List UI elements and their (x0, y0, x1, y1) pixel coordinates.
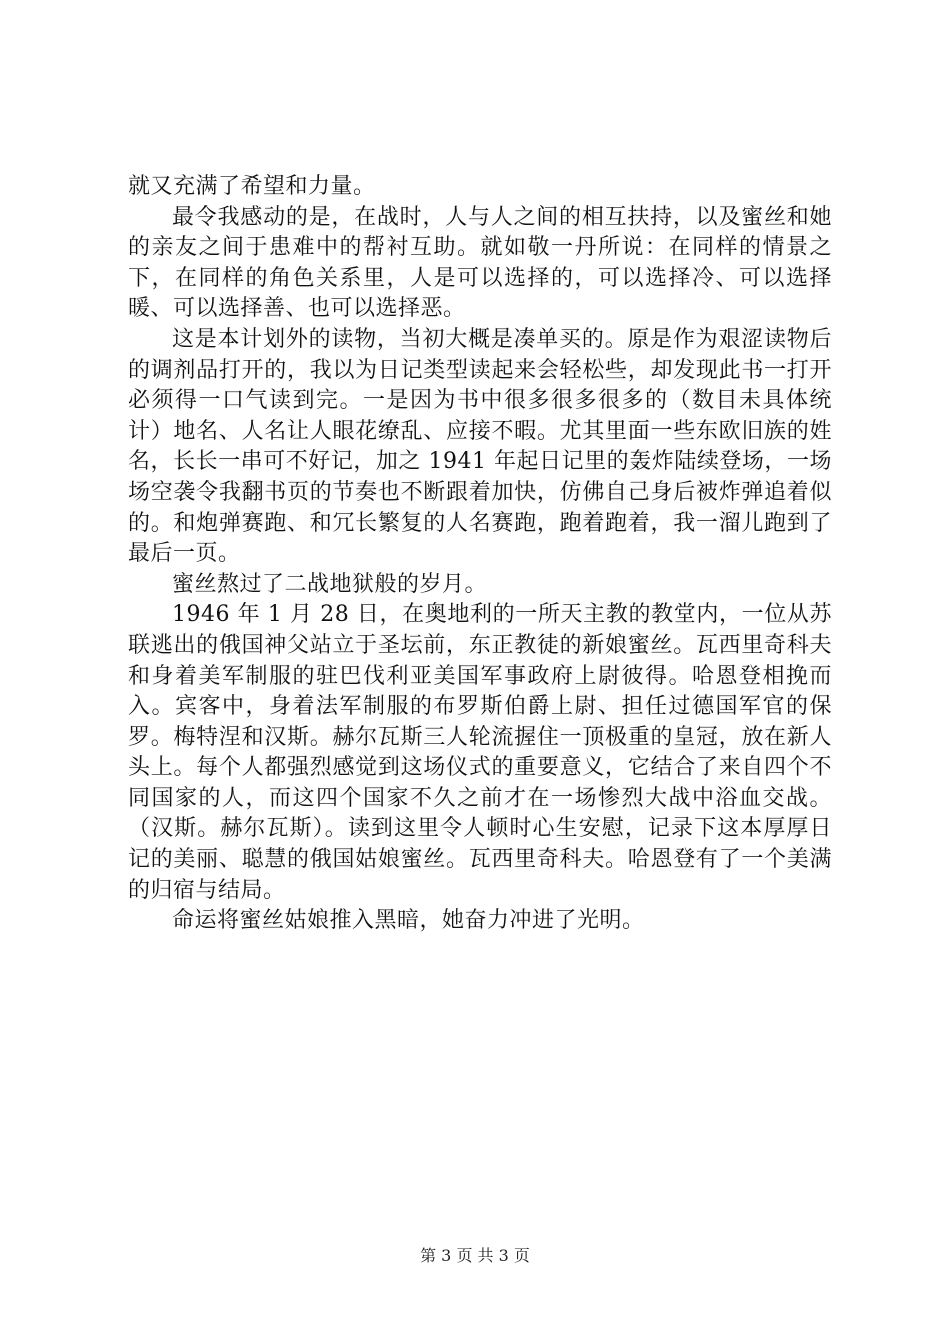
document-body (128, 172, 832, 937)
page-footer (0, 1246, 950, 1266)
page-number-label: 第 3 页 共 3 页 (420, 1246, 530, 1265)
paragraph-6: 命运将蜜丝姑娘推入黑暗，她奋力冲进了光明。 (172, 908, 645, 934)
paragraph-1: 就又充满了希望和力量。 (128, 174, 376, 199)
paragraph-3: 这是本计划外的读物，当初大概是凑单买的。原是作为艰涩读物后的调剂品打开的，我以为日记类型读起来会轻松些，却发现此书一打开必须得一口气读到完。一是因为书中很多很多很多的（数目未具体统计）地名、人名让人眼花缭乱、应接不暇。尤其里面一些东欧旧族的姓名，长长一串可不好记，加之 1941 年起日记里的轰炸陆续登场，一场场空袭令我翻书页的节奏也不断跟着加快，仿佛自己身后被炸弹追着似的。和炮弹赛跑、和冗长繁复的人名赛跑，跑着跑着，我一溜儿跑到了最后一页。 (128, 326, 832, 567)
paragraph-5: 1946 年 1 月 28 日，在奥地利的一所天主教的教堂内，一位从苏联逃出的俄国神父站立于圣坛前，东正教徒的新娘蜜丝。瓦西里奇科夫和身着美军制服的驻巴伐利亚美国军事政府上尉彼得。哈恩登相挽而入。宾客中，身着法军制服的布罗斯伯爵上尉、担任过德国军官的保罗。梅特涅和汉斯。赫尔瓦斯三人轮流握住一顶极重的皇冠，放在新人头上。每个人都强烈感觉到这场仪式的重要意义，它结合了来自四个不同国家的人，而这四个国家不久之前才在一场惨烈大战中浴血交战。（汉斯。赫尔瓦斯）。读到这里令人顿时心生安慰，记录下这本厚厚日记的美丽、聪慧的俄国姑娘蜜丝。瓦西里奇科夫。哈恩登有了一个美满的归宿与结局。 (128, 602, 832, 903)
paragraph-2: 最令我感动的是，在战时，人与人之间的相互扶持，以及蜜丝和她的亲友之间于患难中的帮衬互助。就如敬一丹所说：在同样的情景之下，在同样的角色关系里，人是可以选择的，可以选择冷、可以选择暖、可以选择善、也可以选择恶。 (128, 204, 832, 322)
paragraph-4: 蜜丝熬过了二战地狱般的岁月。 (172, 571, 488, 597)
